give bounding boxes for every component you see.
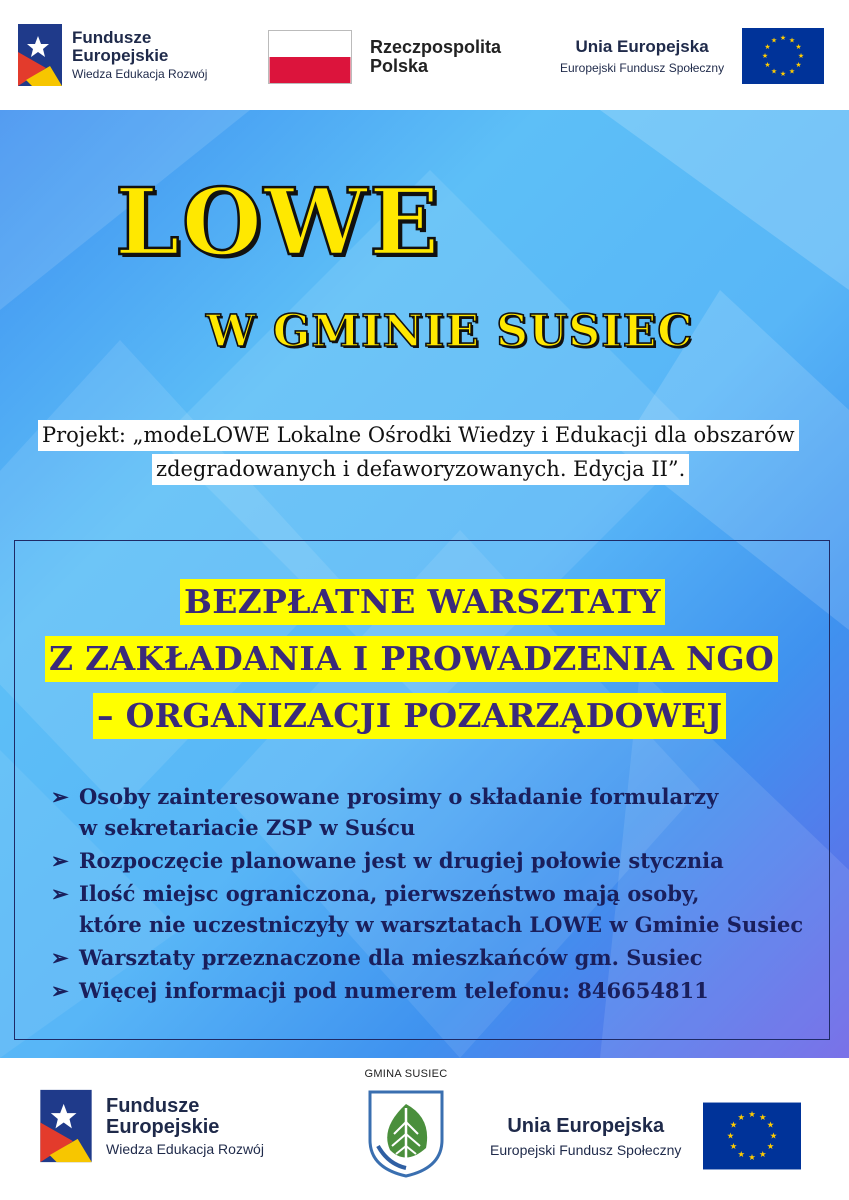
bullet-text: które nie uczestniczyły w warsztatach LOWE w Gminie Susiec [79,912,804,937]
svg-text:★: ★ [779,34,787,42]
svg-text:★: ★ [759,1148,767,1159]
eu-line2: Europejski Fundusz Społeczny [490,1141,682,1158]
svg-text:★: ★ [797,52,805,60]
eu-line1: Unia Europejska [575,37,709,56]
arrow-bullet-icon: ➢ [51,978,69,1003]
bullet-text: Osoby zainteresowane prosimy o składanie formularzy [79,784,719,809]
top-logo-bar [0,0,849,110]
arrow-bullet-icon: ➢ [51,784,69,809]
fundusze-europejskie-emblem-icon [16,22,64,88]
rp-line1: Rzeczpospolita [370,37,502,58]
svg-text:★: ★ [788,67,796,76]
fe-line2: Europejskie [106,1115,220,1138]
fe-line3: Wiedza Edukacja Rozwój [106,1140,264,1157]
gmina-crest-leaf-icon [366,1088,446,1178]
headline-line1: BEZPŁATNE WARSZTATY [180,579,665,625]
bottom-logo-bar [0,1058,849,1200]
svg-text:★: ★ [770,1130,778,1141]
svg-text:★: ★ [737,1148,746,1159]
poster-subtitle: W GMINIE SUSIEC [206,306,694,357]
arrow-bullet-icon: ➢ [51,945,69,970]
svg-text:★: ★ [767,1119,775,1130]
svg-text:★: ★ [727,1130,735,1141]
svg-text:★: ★ [764,61,771,69]
svg-text:★: ★ [748,1108,757,1119]
eu-flag-icon [742,28,824,84]
project-line1: Projekt: „modeLOWE Lokalne Ośrodki Wiedzy i Edukacji dla obszarów [38,420,799,451]
unia-europejska-logo [560,28,824,84]
bullet-item [51,942,803,973]
bullet-text: Ilość miejsc ograniczona, pierwszeństwo mają osoby, [79,881,700,906]
polish-flag-icon [268,30,352,84]
svg-text:★: ★ [788,36,796,45]
svg-text:★: ★ [770,67,778,76]
fundusze-europejskie-emblem-icon [38,1086,94,1166]
bullet-text: w sekretariacie ZSP w Suścu [79,815,416,840]
svg-text:★: ★ [795,61,802,69]
unia-europejska-logo-bottom [490,1102,801,1170]
svg-text:★: ★ [737,1111,746,1122]
poster-title: LOWE [115,168,442,276]
svg-text:★: ★ [779,70,787,78]
eu-flag-icon [703,1102,801,1170]
svg-text:★: ★ [759,1111,767,1122]
svg-text:★: ★ [761,52,769,60]
fe-line3: Wiedza Edukacja Rozwój [72,67,208,82]
bullet-item [51,878,803,940]
fe-line1: Fundusze [106,1094,200,1117]
rp-line2: Polska [370,56,429,76]
eu-line2: Europejski Fundusz Społeczny [560,61,725,75]
bullet-text: Warsztaty przeznaczone dla mieszkańców gm. Susiec [79,945,703,970]
bullet-text: Więcej informacji pod numerem telefonu: 846654811 [79,978,709,1003]
bullet-item [51,845,803,876]
eu-line1: Unia Europejska [507,1114,665,1137]
gmina-title: GMINA SUSIEC [364,1068,448,1080]
bullet-list [51,781,803,1008]
workshop-info-box [14,540,830,1040]
fundusze-europejskie-logo-bottom [38,1086,264,1166]
bullet-item [51,781,803,843]
arrow-bullet-icon: ➢ [51,881,69,906]
svg-text:★: ★ [764,43,771,51]
fe-line2: Europejskie [72,45,169,65]
bullet-text: Rozpoczęcie planowane jest w drugiej połowie stycznia [79,848,724,873]
rzeczpospolita-polska-logo [268,30,501,84]
svg-text:★: ★ [730,1119,738,1130]
project-line2: zdegradowanych i defaworyzowanych. Edycja II”. [152,454,689,485]
svg-text:★: ★ [767,1141,775,1152]
svg-text:★: ★ [730,1141,738,1152]
svg-text:★: ★ [770,36,778,45]
headline-line2: Z ZAKŁADANIA I PROWADZENIA NGO [45,636,778,682]
svg-text:★: ★ [748,1151,757,1162]
gmina-susiec-logo [360,1068,452,1182]
headline-line3: – ORGANIZACJI POZARZĄDOWEJ [93,693,726,739]
svg-text:★: ★ [795,43,802,51]
arrow-bullet-icon: ➢ [51,848,69,873]
poster [0,110,849,1058]
bullet-item [51,975,803,1006]
fundusze-europejskie-logo [16,22,207,88]
fe-line1: Fundusze [72,27,152,47]
